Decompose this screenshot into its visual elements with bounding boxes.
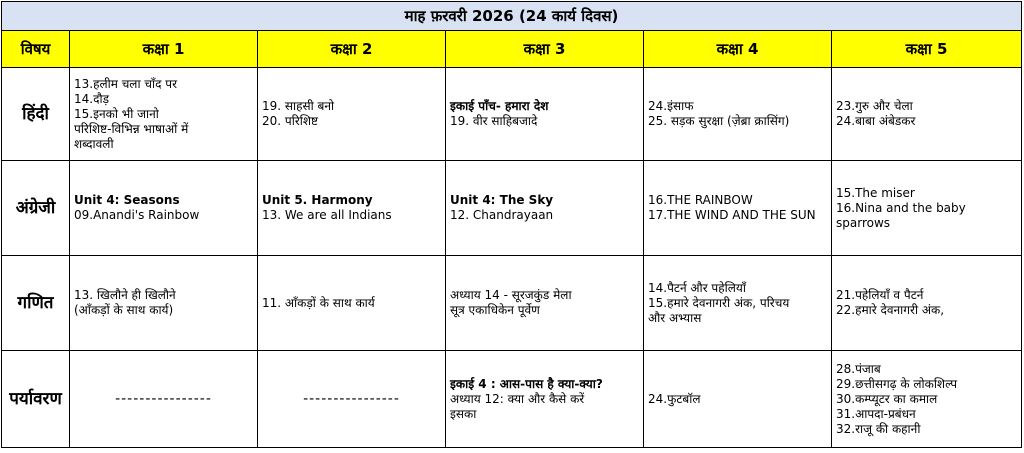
lesson-line: 15.हमारे देवनागरी अंक, परिचय [648,295,790,310]
syllabus-cell [70,68,258,161]
header-subject: विषय [2,31,70,68]
title-row [2,2,1022,31]
lesson-line: 15.इनको भी जानो [74,106,159,121]
lesson-line: 25. सड़क सुरक्षा (ज़ेब्रा क्रासिंग) [648,114,790,128]
table-row [2,256,1022,351]
header-row [2,31,1022,68]
subject-cell: हिंदी [2,68,70,161]
lesson-line: (आँकड़ों के साथ कार्य) [74,303,174,317]
table-row [2,68,1022,161]
syllabus-cell [644,351,832,448]
syllabus-cell [258,68,446,161]
syllabus-cell [446,351,644,448]
syllabus-cell [644,256,832,351]
subject-cell: अंग्रेजी [2,161,70,256]
header-class-2: कक्षा 2 [258,31,446,68]
lesson-line: 11. आँकड़ों के साथ कार्य [262,295,375,310]
table-row [2,161,1022,256]
lesson-line: अध्याय 12: क्या और कैसे करें [450,391,585,406]
lesson-line: 13. We are all Indians [262,208,392,222]
lesson-line: सूत्र एकाधिकेन पूर्वेण [450,303,540,317]
monthly-syllabus-table [1,1,1022,448]
lesson-line: 15.The miser [836,185,915,200]
lesson-line: 17.THE WIND AND THE SUN [648,208,816,222]
lesson-line: 19. साहसी बनो [262,99,335,113]
lesson-line: 19. वीर साहिबजादे [450,114,538,128]
unit-heading: Unit 4: Seasons [74,193,180,207]
syllabus-cell [446,68,644,161]
syllabus-cell [258,256,446,351]
lesson-line: 16.THE RAINBOW [648,193,753,207]
syllabus-cell [644,161,832,256]
lesson-line: 12. Chandrayaan [450,208,554,222]
syllabus-cell [644,68,832,161]
syllabus-cell [258,161,446,256]
empty-dash: ---------------- [115,390,212,407]
lesson-line: शब्दावली [74,136,114,151]
lesson-line: 29.छत्तीसगढ़ के लोकशिल्प [836,376,958,391]
lesson-line: 24.बाबा अंबेडकर [836,114,916,128]
lesson-line: और अभ्यास [648,310,702,325]
lesson-line: 32.राजू की कहानी [836,421,921,436]
syllabus-cell [446,256,644,351]
lesson-line: 28.पंजाब [836,361,881,376]
lesson-line: 23.गुरु और चेला [836,99,913,113]
lesson-line: अध्याय 14 - सूरजकुंड मेला [450,288,572,302]
lesson-line: sparrows [836,215,891,230]
header-class-1: कक्षा 1 [70,31,258,68]
syllabus-cell [832,68,1022,161]
table-row [2,351,1022,448]
syllabus-cell [446,161,644,256]
empty-dash: ---------------- [303,390,400,407]
lesson-line: 24.फुटबॉल [648,391,701,406]
lesson-line: परिशिष्ट-विभिन्न भाषाओं में [74,121,189,136]
lesson-line: 30.कम्प्यूटर का कमाल [836,391,938,406]
unit-heading: Unit 5. Harmony [262,193,373,207]
syllabus-cell [70,351,258,448]
header-class-4: कक्षा 4 [644,31,832,68]
unit-heading: Unit 4: The Sky [450,193,554,207]
lesson-line: 24.इंसाफ [648,99,694,113]
header-class-5: कक्षा 5 [832,31,1022,68]
syllabus-cell [832,256,1022,351]
subject-cell: गणित [2,256,70,351]
lesson-line: 22.हमारे देवनागरी अंक, [836,303,945,317]
lesson-line: 14.दौड़ [74,91,109,106]
lesson-line: 31.आपदा-प्रबंधन [836,406,916,421]
table-title: माह फ़रवरी 2026 (24 कार्य दिवस) [2,2,1022,31]
subject-cell: पर्यावरण [2,351,70,448]
schedule-page [1,1,1023,451]
lesson-line: 21.पहेलियाँ व पैटर्न [836,288,924,302]
lesson-line: इसका [450,406,477,421]
lesson-line: 13.हलीम चला चाँद पर [74,76,178,91]
lesson-line: 09.Anandi's Rainbow [74,208,200,222]
syllabus-cell [832,161,1022,256]
syllabus-cell [70,256,258,351]
syllabus-cell [832,351,1022,448]
unit-heading: इकाई 4 : आस-पास है क्या-क्या? [450,376,603,391]
unit-heading: इकाई पाँच- हमारा देश [450,99,549,113]
syllabus-cell [70,161,258,256]
lesson-line: 16.Nina and the baby [836,200,966,215]
syllabus-cell [258,351,446,448]
lesson-line: 13. खिलौने ही खिलौने [74,288,176,302]
lesson-line: 14.पैटर्न और पहेलियाँ [648,280,746,295]
header-class-3: कक्षा 3 [446,31,644,68]
lesson-line: 20. परिशिष्ट [262,114,319,128]
